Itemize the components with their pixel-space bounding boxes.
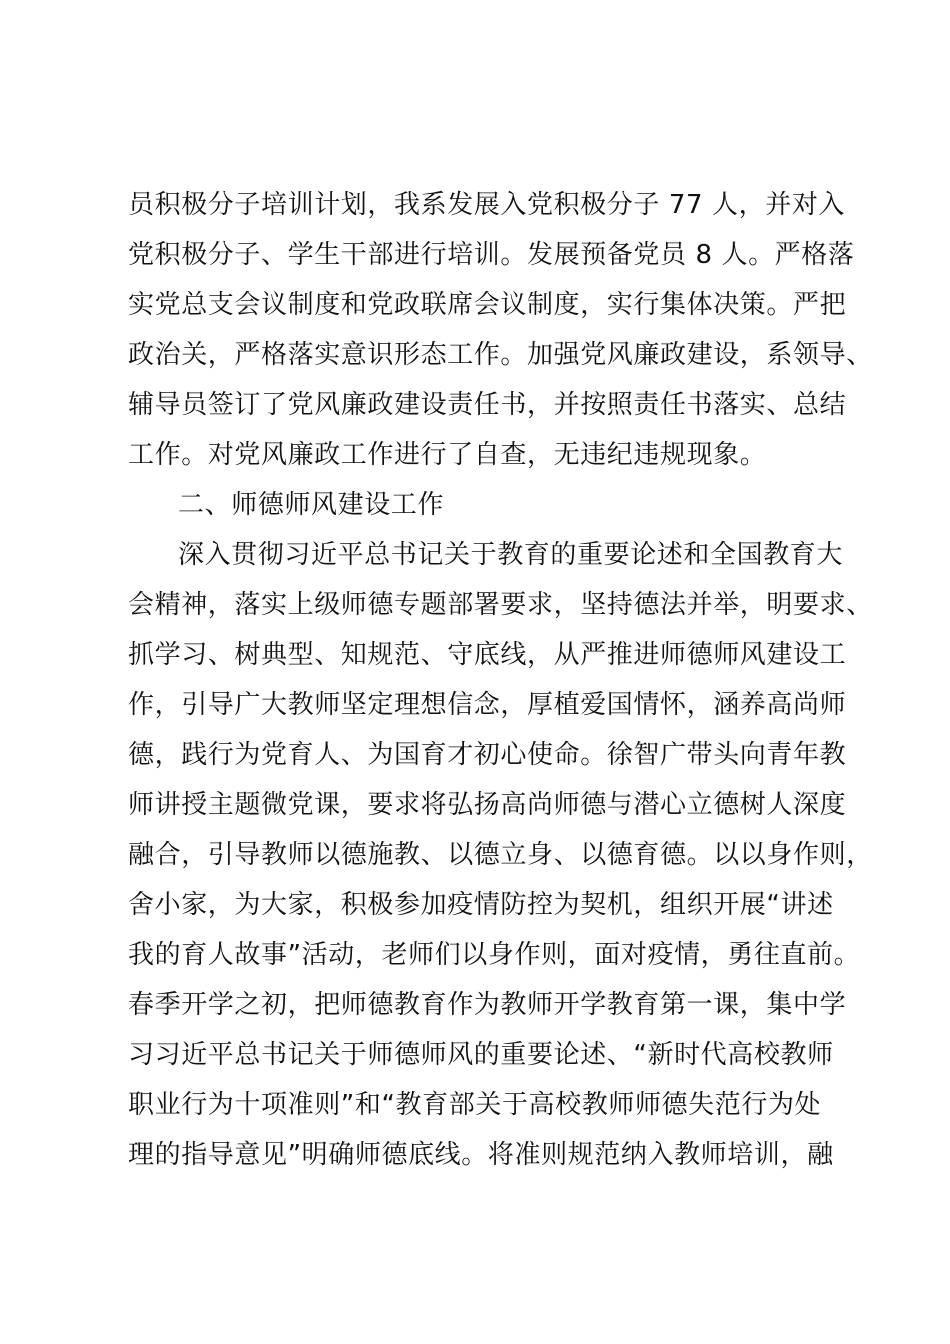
text-line: 政治关，严格落实意识形态工作。加强党风廉政建设，系领导、	[128, 340, 873, 370]
text-line: 春季开学之初，把师德教育作为教师开学教育第一课，集中学	[128, 990, 847, 1020]
text-line: 员积极分子培训计划，我系发展入党积极分子 77 人，并对入	[128, 190, 846, 220]
text-line: 德，践行为党育人、为国育才初心使命。徐智广带头向青年教	[128, 740, 847, 770]
text-line: 习习近平总书记关于师德师风的重要论述、“新时代高校教师	[128, 1040, 834, 1070]
text-line: 辅导员签订了党风廉政建设责任书，并按照责任书落实、总结	[128, 390, 847, 420]
section-heading: 二、师德师风建设工作	[178, 490, 445, 520]
text-line: 抓学习、树典型、知规范、守底线，从严推进师德师风建设工	[128, 640, 847, 670]
text-line: 理的指导意见”明确师德底线。将准则规范纳入教师培训，融	[128, 1140, 834, 1170]
text-line: 我的育人故事”活动，老师们以身作则，面对疫情，勇往直前。	[128, 940, 861, 970]
text-line: 职业行为十项准则”和“教育部关于高校教师师德失范行为处	[128, 1090, 822, 1120]
text-line: 深入贯彻习近平总书记关于教育的重要论述和全国教育大	[178, 540, 844, 570]
text-line: 工作。对党风廉政工作进行了自查，无违纪违规现象。	[128, 440, 767, 470]
text-line: 师讲授主题微党课，要求将弘扬高尚师德与潜心立德树人深度	[128, 790, 847, 820]
text-line: 实党总支会议制度和党政联席会议制度，实行集体决策。严把	[128, 290, 847, 320]
text-line: 作，引导广大教师坚定理想信念，厚植爱国情怀，涵养高尚师	[128, 690, 847, 720]
text-line: 党积极分子、学生干部进行培训。发展预备党员 8 人。严格落	[128, 240, 855, 270]
text-line: 融合，引导教师以德施教、以德立身、以德育德。以以身作则，	[128, 840, 873, 870]
text-line: 会精神，落实上级师德专题部署要求，坚持德法并举，明要求、	[128, 590, 873, 620]
text-line: 舍小家，为大家，积极参加疫情防控为契机，组织开展“讲述	[128, 890, 834, 920]
